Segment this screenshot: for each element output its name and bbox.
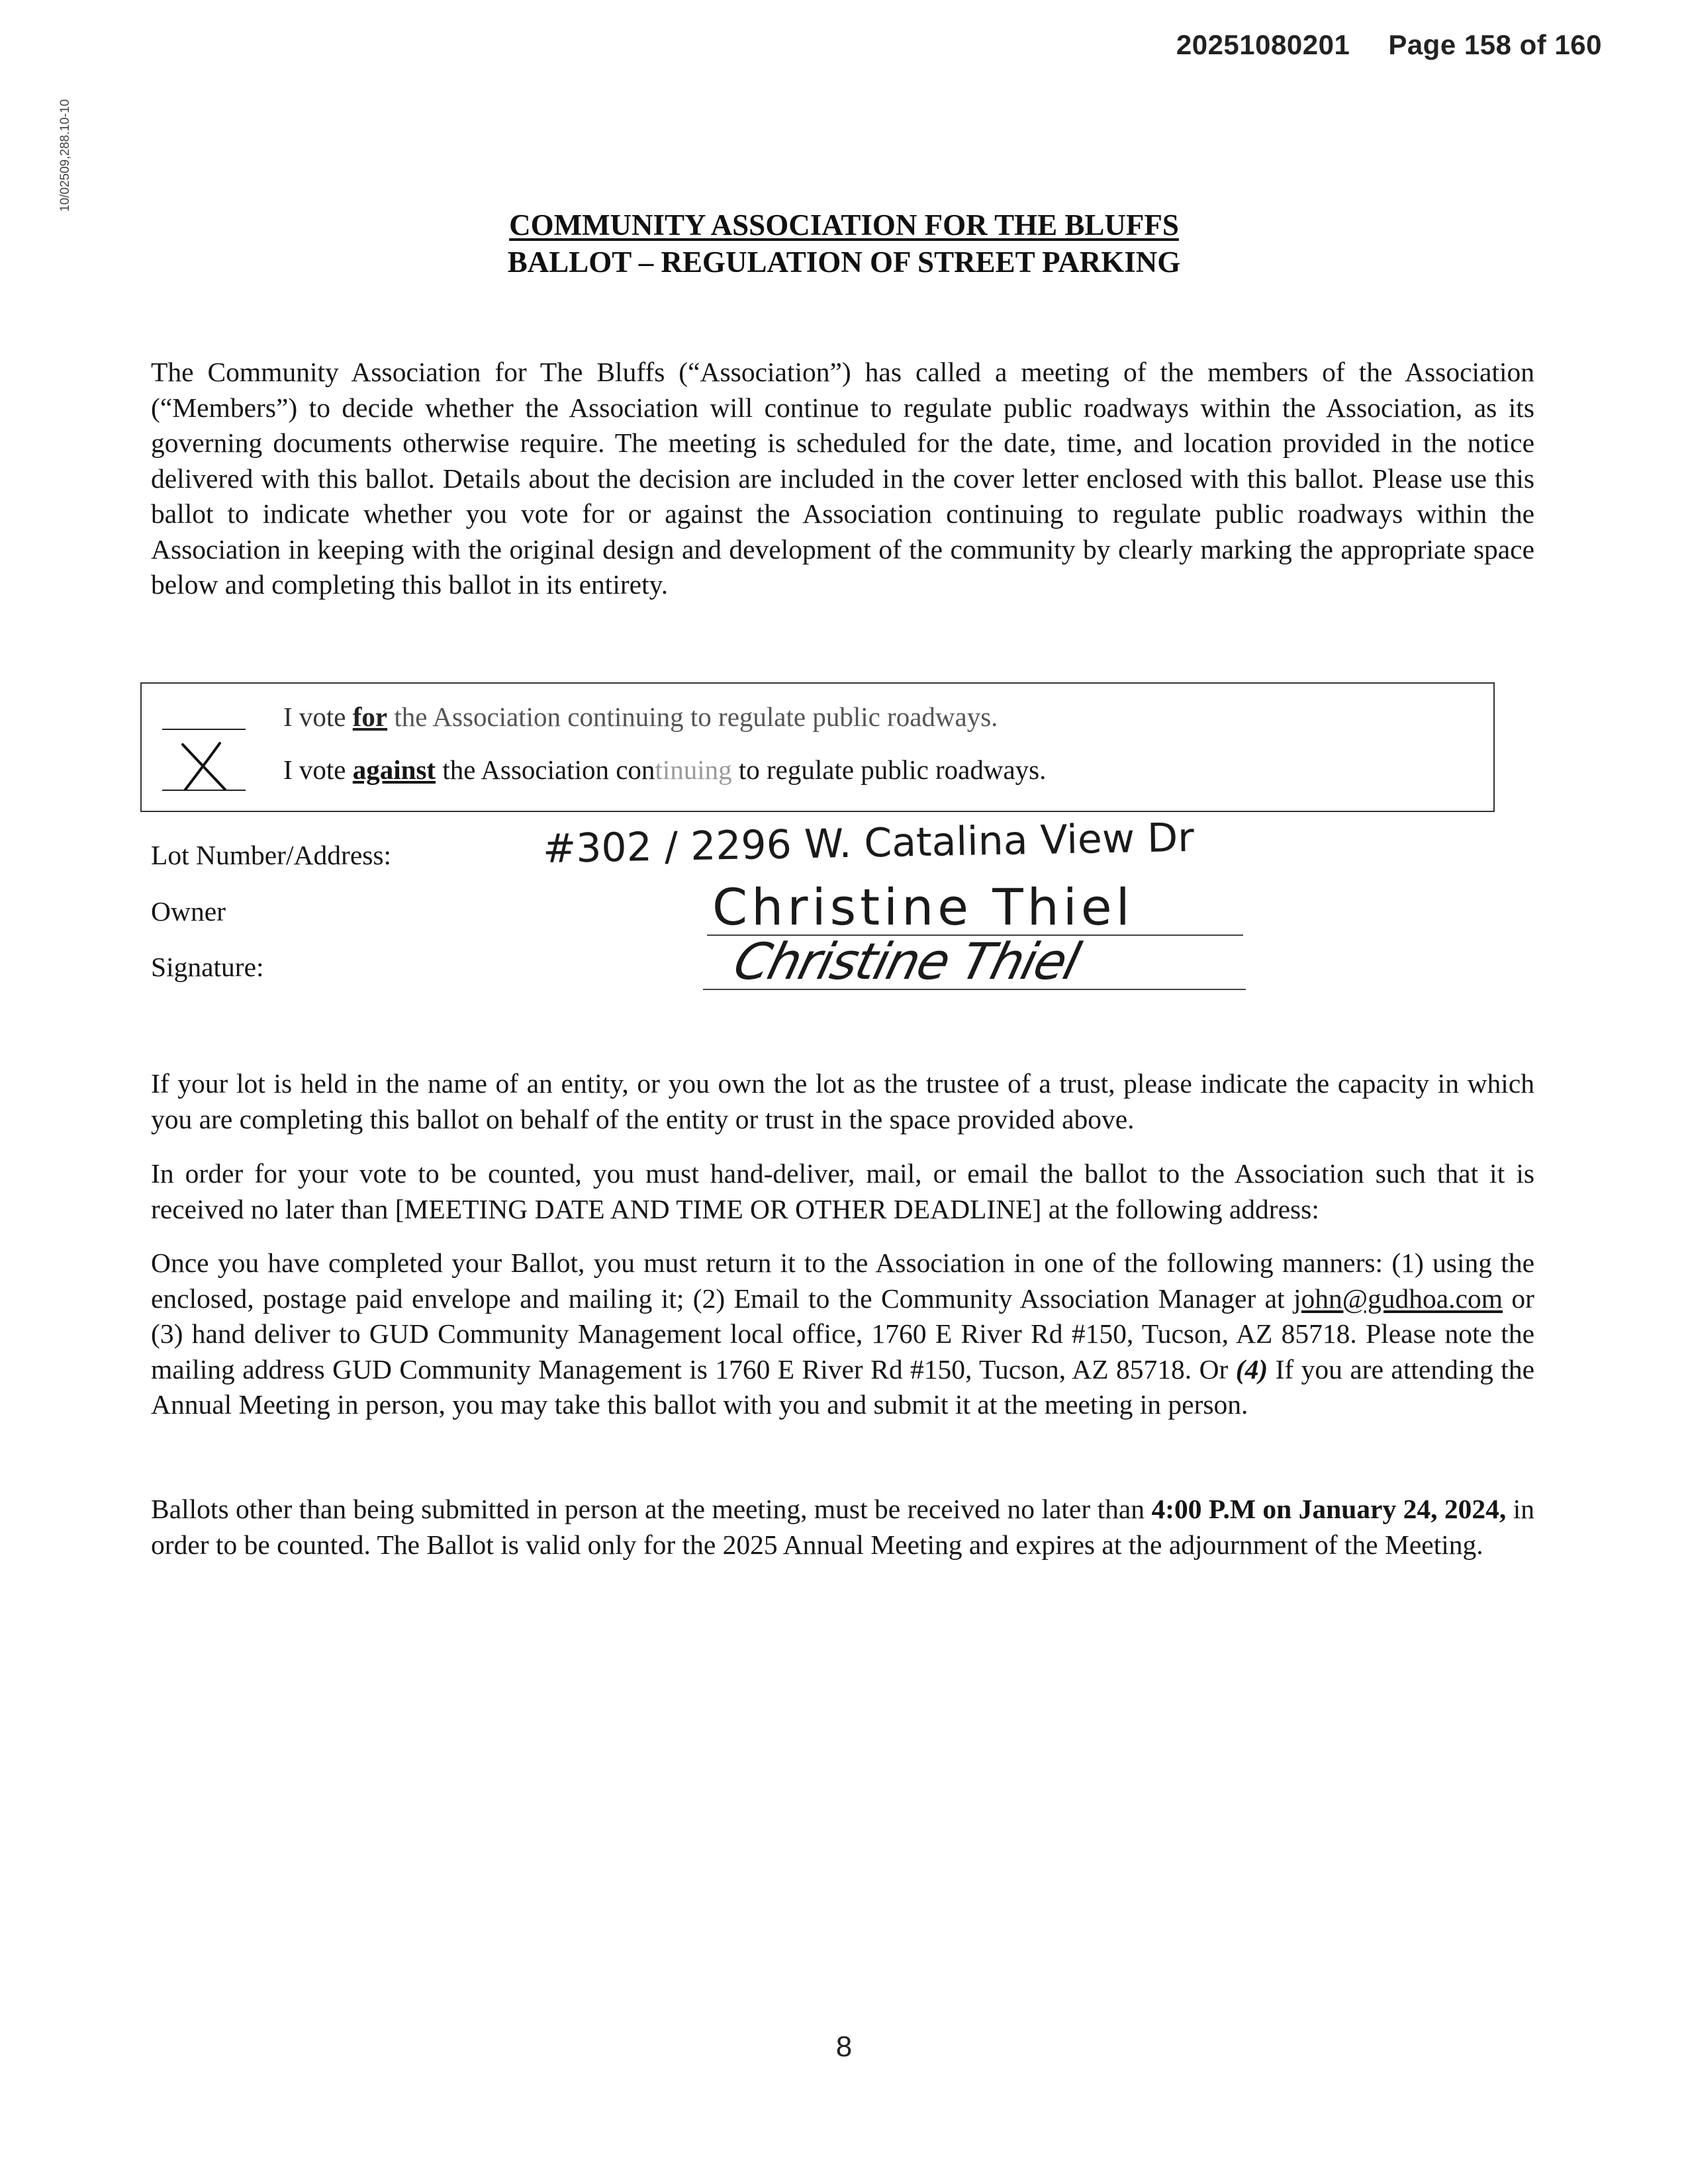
side-stamp: 10/02509,288.10-10 — [58, 99, 72, 212]
vote-for-keyword: for — [352, 702, 388, 732]
vote-against-keyword: against — [352, 754, 436, 785]
vote-against-x-mark — [171, 741, 237, 794]
vote-options-box — [140, 682, 1495, 812]
title-line-2: BALLOT – REGULATION OF STREET PARKING — [507, 246, 1181, 279]
page-header — [1176, 29, 1602, 61]
entity-note: If your lot is held in the name of an entity, or you own the lot as the trustee of a trust, please indicate the capacity in which you are completing this ballot on behalf of the entity or trust in the space provided above. — [151, 1068, 1534, 1134]
deadline-date: 4:00 P.M on January 24, 2024, — [1151, 1494, 1507, 1524]
page-count: Page 158 of 160 — [1388, 29, 1602, 60]
vote-against-option: I vote against the Association continuing to regulate public roadways. — [283, 754, 1047, 785]
intro-paragraph: The Community Association for The Bluffs (“Association”) has called a meeting of the members of the Association (“Members”) to decide whether the Association will continue to regulate public roadways within the Association, as its governing documents otherwise require. The meeting is scheduled for the date, time, and location provided in the notice delivered with this ballot. Details about the decision are included in the cover letter enclosed with this ballot. Please use this ballot to indicate whether you vote for or against the Association continuing to regulate public roadways within the Association in keeping with the original design and development of the community by clearly marking the appropriate space below and completing this ballot in its entirety. — [151, 357, 1534, 600]
lot-address-value[interactable]: #302 / 2296 W. Catalina View Dr — [542, 814, 1195, 872]
vote-for-blank[interactable] — [162, 729, 246, 730]
owner-name-value[interactable]: Christine Thiel — [712, 878, 1134, 936]
ballot-title — [0, 206, 1688, 281]
side-stamp-wrap — [58, 53, 78, 212]
document-number: 20251080201 — [1176, 29, 1350, 60]
lot-address-label: Lot Number/Address: — [151, 840, 392, 870]
signature-line — [703, 989, 1246, 990]
final-deadline-paragraph: Ballots other than being submitted in person at the meeting, must be received no later than 4:00 P.M on January 24, 2024, in order to be counted. The Ballot is valid only for the 2025 Annual Meeting and expires at the adjournment of the Meeting. — [151, 1494, 1534, 1560]
owner-label: Owner — [151, 896, 226, 927]
signature-label: Signature: — [151, 952, 264, 982]
page-number: 8 — [835, 2030, 853, 2063]
deadline-note: In order for your vote to be counted, you must hand-deliver, mail, or email the ballot to the Association such that it is received no later than [MEETING DATE AND TIME OR OTHER DEADLINE] at the following address: — [151, 1158, 1534, 1224]
title-line-1: COMMUNITY ASSOCIATION FOR THE BLUFFS — [509, 208, 1179, 242]
vote-for-option: I vote for the Association continuing to regulate public roadways. — [283, 702, 998, 732]
manager-email-link[interactable]: john@gudhoa.com — [1293, 1283, 1503, 1314]
return-instructions: Once you have completed your Ballot, you must return it to the Association in one of the following manners: (1) using the enclosed, postage paid envelope and mailing it; (2) Email to the Community Association Manager at john@gudhoa.com or (3) hand deliver to GUD Community Management local office, 1760 E River Rd #150, Tucson, AZ 85718. Please note the mailing address GUD Community Management is 1760 E River Rd #150, Tucson, AZ 85718. Or (4) If you are attending the Annual Meeting in person, you may take this ballot with you and submit it at the meeting in person. — [151, 1248, 1534, 1420]
signature-value[interactable]: Christine Thiel — [728, 932, 1085, 991]
